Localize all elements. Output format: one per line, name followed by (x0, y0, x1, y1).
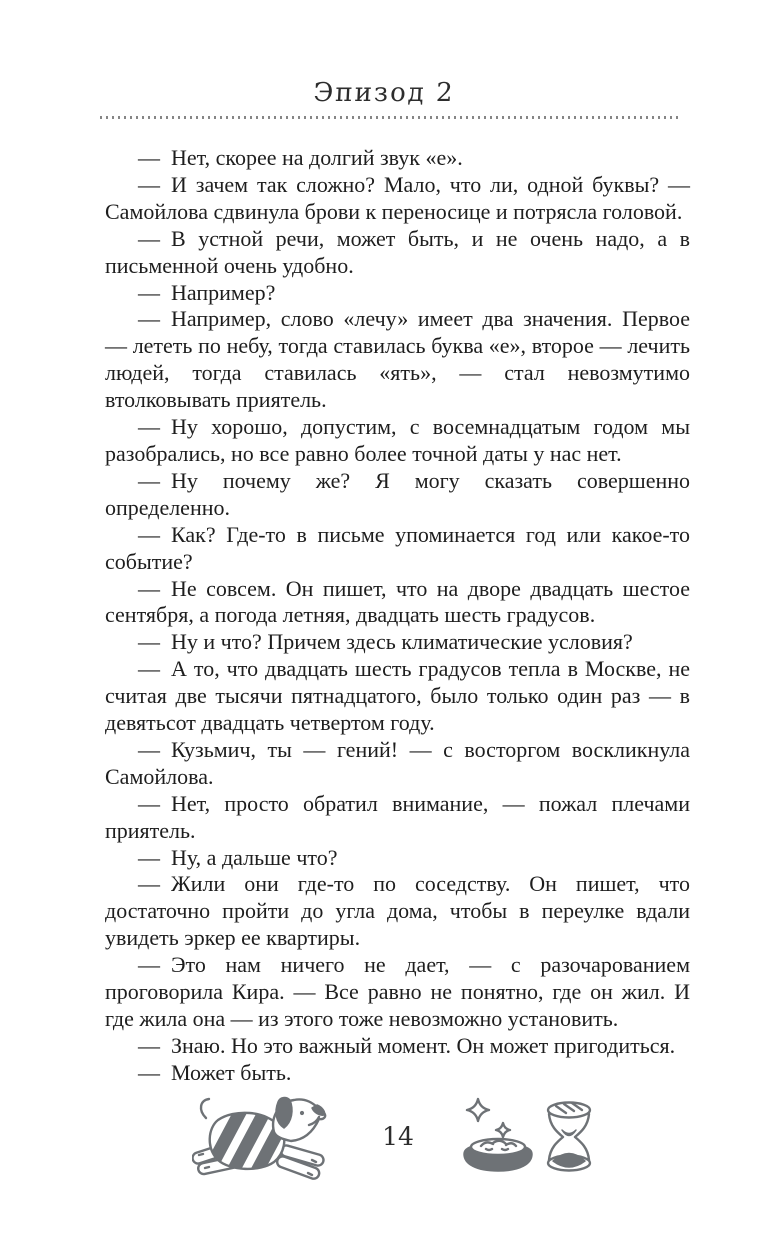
footer-right-decoration (456, 1088, 602, 1189)
paragraph: — Может быть. (138, 1059, 292, 1085)
paragraph: — А то, что двадцать шесть градусов тепла в Москве, не считая две тысячи пятнадцатого, было только один раз — в девятьсот двадцать четвертом году. (105, 656, 690, 736)
paragraph: — Нет, просто обратил внимание, — пожал плечами приятель. (105, 790, 690, 843)
paragraph: — Знаю. Но это важный момент. Он может пригодиться. (138, 1032, 676, 1058)
dog-tail (201, 1099, 209, 1118)
paragraph: — Ну, а дальше что? (138, 844, 338, 870)
paragraph: — Ну хорошо, допустим, с восемнадцатым годом мы разобрались, но все равно более точной даты у нас нет. (105, 414, 690, 466)
dotted-divider (100, 116, 682, 119)
hourglass-icon (548, 1103, 590, 1171)
sparkle-star-icon (496, 1123, 510, 1137)
body-text (105, 145, 690, 1087)
paragraph: — Кузьмич, ты — гений! — с восторгом воскликнула Самойлова. (105, 736, 690, 789)
paragraph: — В устной речи, может быть, и не очень надо, а в письменной очень удобно. (105, 225, 690, 278)
paragraph: — Это нам ничего не дает, — с разочарованием проговорила Кира. — Все равно не понятно, где он жил. И где жила она — из этого тоже невозможно установить. (105, 952, 690, 1031)
dog-eye (300, 1111, 304, 1115)
running-dog-icon (192, 1092, 328, 1189)
chapter-title: Эпизод 2 (312, 78, 456, 108)
page-number: 14 (382, 1122, 414, 1151)
paragraph: — Как? Где-то в письме упоминается год или какое-то событие? (105, 521, 690, 574)
paragraph: — Ну и что? Причем здесь климатические условия? (138, 629, 633, 655)
paragraph: — Жили они где-то по соседству. Он пишет, что достаточно пройти до угла дома, чтобы в переулке вдали увидеть эркер ее квартиры. (105, 871, 690, 951)
dog-bowl-icon (464, 1139, 532, 1171)
paragraph: — И зачем так сложно? Мало, что ли, одной буквы? — Самойлова сдвинула брови к переносице и потрясла головой. (105, 171, 690, 224)
paragraph: — Не совсем. Он пишет, что на дворе двадцать шестое сентября, а погода летняя, двадцать шесть градусов. (105, 575, 690, 628)
paragraph: — Например? (138, 279, 276, 305)
sparkle-star-icon (467, 1099, 489, 1121)
paragraph: — Ну почему же? Я могу сказать совершенно определенно. (105, 467, 690, 520)
paragraph: — Нет, скорее на долгий звук «е». (138, 145, 463, 170)
paragraph: — Например, слово «лечу» имеет два значения. Первое — лететь по небу, тогда ставилась буква «е», второе — лечить людей, тогда ставилась «ять», — стал невозмутимо втолковывать приятель. (105, 306, 690, 413)
